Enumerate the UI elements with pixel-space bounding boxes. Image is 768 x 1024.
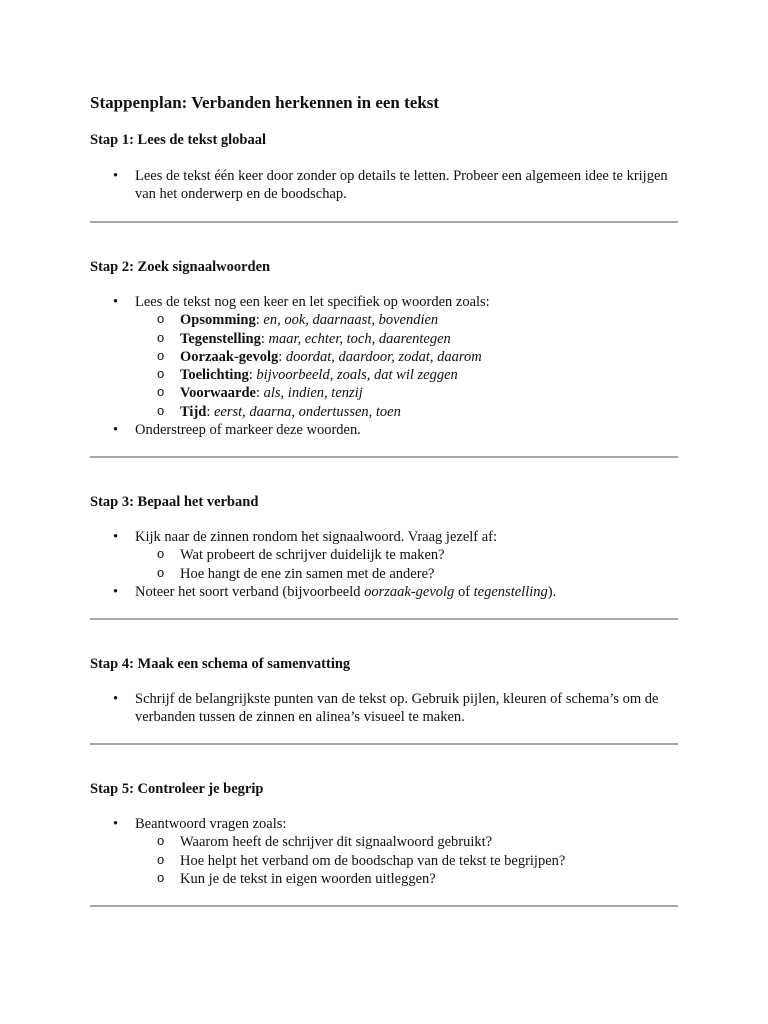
list-item (90, 690, 678, 727)
list-item (90, 421, 678, 439)
category-term: Tijd (180, 403, 207, 420)
list-item-text: Noteer het soort verband (bijvoorbeeld (135, 583, 365, 600)
category-separator: : (255, 312, 264, 329)
step-2-bullet-list (90, 293, 678, 439)
list-item-text: ). (547, 583, 557, 600)
bullet-marker: • (113, 168, 119, 184)
list-item (90, 167, 678, 204)
signal-category-item (135, 403, 678, 421)
category-separator: : (206, 403, 214, 420)
category-examples: bijvoorbeeld, zoals, dat wil zeggen (256, 367, 458, 384)
signal-category-item (135, 330, 678, 348)
sub-bullet-marker: o (157, 833, 165, 849)
step-1-heading: Stap 1: Lees de tekst globaal (90, 132, 267, 148)
list-item-text: Beantwoord vragen zoals: (135, 816, 287, 832)
section-divider (90, 456, 678, 458)
sub-list-item (135, 565, 678, 583)
emphasis-text: tegenstelling (473, 583, 548, 600)
bullet-marker: • (113, 816, 119, 832)
list-item-text: Lees de tekst één keer door zonder op details te letten. Probeer een algemeen idee te krijgen van het onderwerp en de boodschap. (135, 168, 668, 203)
sub-list-item (135, 546, 678, 564)
list-item-text: Kijk naar de zinnen rondom het signaalwoord. Vraag jezelf af: (135, 529, 498, 545)
category-term: Tegenstelling (180, 330, 261, 347)
step-3-bullet-list (90, 528, 678, 601)
list-item (90, 815, 678, 888)
list-item-text: Schrijf de belangrijkste punten van de tekst op. Gebruik pijlen, kleuren of schema’s om de verbanden tussen de zinnen en alinea’s visueel te maken. (135, 691, 659, 726)
reflection-questions (135, 546, 678, 583)
bullet-marker: • (113, 691, 119, 707)
sub-bullet-marker: o (157, 329, 165, 345)
step-2-heading: Stap 2: Zoek signaalwoorden (90, 259, 271, 275)
document-title: Stappenplan: Verbanden herkennen in een tekst (90, 93, 440, 112)
sub-list-item (135, 852, 678, 870)
emphasis-text: oorzaak-gevolg (364, 583, 455, 600)
sub-bullet-marker: o (157, 564, 165, 580)
category-separator: : (255, 385, 264, 402)
list-item-text: of (454, 583, 474, 600)
list-item-text: Lees de tekst nog een keer en let specifiek op woorden zoals: (135, 294, 490, 310)
step-3-heading: Stap 3: Bepaal het verband (90, 494, 259, 510)
sub-bullet-marker: o (157, 366, 165, 382)
signal-category-item (135, 311, 678, 329)
step-5-section (90, 780, 678, 888)
category-term: Voorwaarde (180, 385, 256, 402)
bullet-marker: • (113, 422, 119, 439)
step-4-bullet-list (90, 690, 678, 727)
step-1-section (90, 131, 678, 204)
step-5-bullet-list (90, 815, 678, 888)
step-2-section (90, 258, 678, 439)
sub-list-item-text: Hoe helpt het verband om de boodschap van de tekst te begrijpen? (180, 852, 566, 869)
step-3-section (90, 493, 678, 601)
category-separator: : (248, 367, 257, 384)
category-examples: en, ook, daarnaast, bovendien (263, 312, 439, 329)
bullet-marker: • (113, 294, 119, 310)
signal-category-item (135, 348, 678, 366)
section-divider (90, 618, 678, 620)
sub-list-item-text: Hoe hangt de ene zin samen met de andere? (180, 565, 435, 582)
section-divider (90, 743, 678, 745)
sub-bullet-marker: o (157, 851, 165, 867)
signal-word-categories (135, 311, 678, 421)
list-item (90, 583, 678, 601)
category-term: Opsomming (180, 312, 256, 329)
section-divider (90, 221, 678, 223)
comprehension-questions (135, 833, 678, 888)
category-term: Toelichting (180, 367, 249, 384)
list-item (90, 293, 678, 421)
list-item-text: Onderstreep of markeer deze woorden. (135, 422, 361, 439)
sub-list-item (135, 870, 678, 888)
sub-bullet-marker: o (157, 347, 165, 363)
sub-bullet-marker: o (157, 869, 165, 885)
category-examples: eerst, daarna, ondertussen, toen (214, 403, 401, 420)
category-term: Oorzaak-gevolg (180, 348, 279, 365)
bullet-marker: • (113, 529, 119, 545)
sub-bullet-marker: o (157, 402, 165, 418)
step-4-heading: Stap 4: Maak een schema of samenvatting (90, 656, 351, 672)
bullet-marker: • (113, 583, 119, 600)
section-divider (90, 905, 678, 907)
sub-list-item-text: Wat probeert de schrijver duidelijk te maken? (180, 547, 445, 564)
sub-list-item-text: Kun je de tekst in eigen woorden uitleggen? (180, 870, 436, 887)
list-item (90, 528, 678, 583)
category-examples: doordat, daardoor, zodat, daarom (285, 348, 482, 365)
sub-list-item-text: Waarom heeft de schrijver dit signaalwoord gebruikt? (180, 834, 493, 851)
category-separator: : (278, 348, 286, 365)
category-examples: maar, echter, toch, daarentegen (268, 330, 451, 347)
sub-list-item (135, 833, 678, 851)
category-examples: als, indien, tenzij (263, 385, 363, 402)
sub-bullet-marker: o (157, 546, 165, 562)
signal-category-item (135, 384, 678, 402)
step-1-bullet-list (90, 167, 678, 204)
step-5-heading: Stap 5: Controleer je begrip (90, 781, 264, 797)
step-4-section (90, 655, 678, 727)
category-separator: : (260, 330, 269, 347)
sub-bullet-marker: o (157, 384, 165, 400)
signal-category-item (135, 366, 678, 384)
sub-bullet-marker: o (157, 311, 165, 327)
